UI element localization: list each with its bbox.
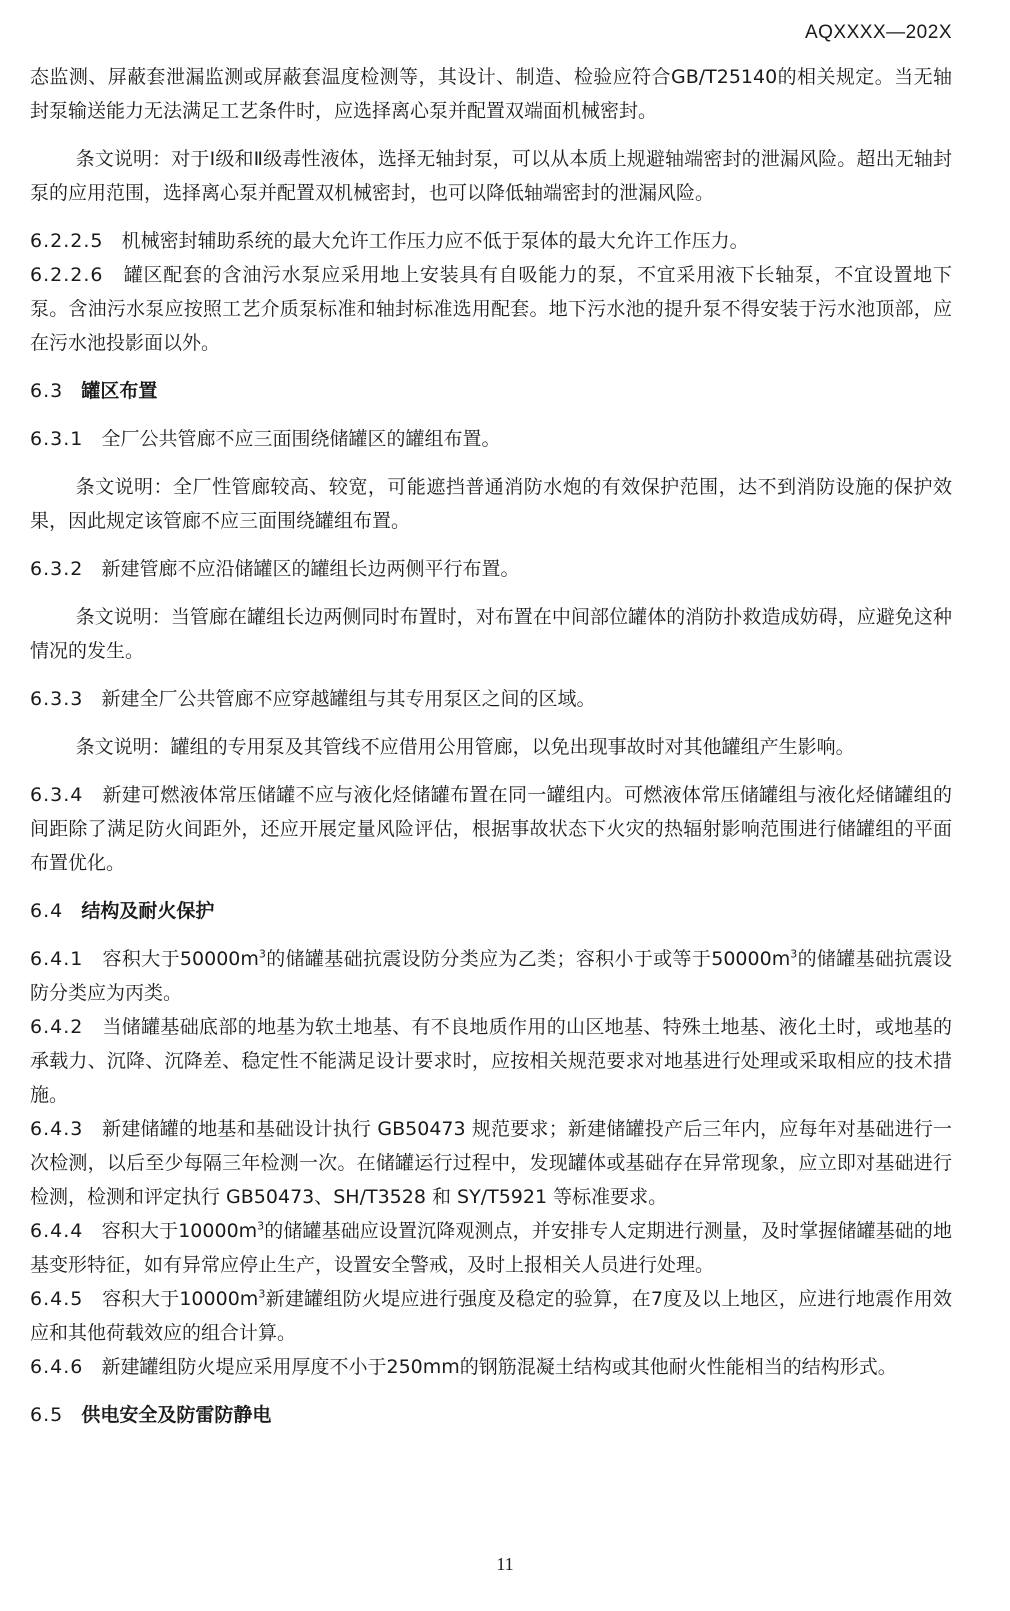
clause-text: 的储罐基础抗震设防分类应为丙类。 (30, 948, 953, 1004)
section-heading-6-4 (30, 894, 952, 928)
clause-6-3-2 (30, 552, 952, 586)
superscript: 3 (258, 1287, 266, 1301)
clause-explanation: 条文说明：全厂性管廊较高、较宽，可能遮挡普通消防水炮的有效保护范围，达不到消防设施的保护效果，因此规定该管廊不应三面围绕罐组布置。 (30, 476, 952, 532)
page-number: 11 (496, 1554, 514, 1574)
clause-number: 6.3.4 (30, 784, 84, 806)
clause-text: 新建罐组防火堤应采用厚度不小于250mm的钢筋混凝土结构或其他耐火性能相当的结构形式。 (101, 1356, 897, 1378)
clause-text: 当储罐基础底部的地基为软土地基、有不良地质作用的山区地基、特殊土地基、液化土时，或地基的承载力、沉降、沉降差、稳定性不能满足设计要求时，应按相关规范要求对地基进行处理或采取相应的技术措施。 (30, 1016, 952, 1106)
clause-number: 6.4.4 (30, 1220, 84, 1242)
clause-number: 6.3.3 (30, 688, 84, 710)
section-number: 6.5 (30, 1404, 64, 1426)
clause-text: 的储罐基础抗震设防分类应为乙类；容积小于或等于50000m (265, 948, 791, 970)
clause-text: 新建储罐的地基和基础设计执行 GB50473 规范要求；新建储罐投产后三年内，应每年对基础进行一次检测，以后至少每隔三年检测一次。在储罐运行过程中，发现罐体或基础存在异常现象，应立即对基础进行检测，检测和评定执行 GB50473、SH/T3528 和 SY/T5921 等标准要求。 (30, 1118, 952, 1208)
superscript: 3 (790, 947, 798, 961)
superscript: 3 (258, 947, 266, 961)
clause-number: 6.2.2.6 (30, 264, 104, 286)
clause-text: 机械密封辅助系统的最大允许工作压力应不低于泵体的最大允许工作压力。 (121, 230, 749, 252)
clause-6-4-2 (30, 1010, 952, 1112)
clause-text: 的储罐基础应设置沉降观测点，并安排专人定期进行测量，及时掌握储罐基础的地基变形特征，如有异常应停止生产，设置安全警戒，及时上报相关人员进行处理。 (30, 1220, 952, 1276)
clause-explanation: 条文说明：罐组的专用泵及其管线不应借用公用管廊，以免出现事故时对其他罐组产生影响。 (75, 736, 855, 758)
paragraph-continued: 态监测、屏蔽套泄漏监测或屏蔽套温度检测等，其设计、制造、检验应符合GB/T25140的相关规定。当无轴封泵输送能力无法满足工艺条件时，应选择离心泵并配置双端面机械密封。 (30, 66, 952, 122)
clause-6-3-4 (30, 778, 952, 880)
clause-text: 容积大于10000m (101, 1220, 258, 1242)
clause-text: 容积大于10000m (102, 1288, 259, 1310)
clause-6-2-2-5 (30, 224, 952, 258)
clause-text: 新建管廊不应沿储罐区的罐组长边两侧平行布置。 (101, 558, 520, 580)
clause-text: 罐区配套的含油污水泵应采用地上安装具有自吸能力的泵，不宜采用液下长轴泵，不宜设置地下泵。含油污水泵应按照工艺介质泵标准和轴封标准选用配套。地下污水池的提升泵不得安装于污水池顶部，应在污水池投影面以外。 (30, 264, 952, 354)
clause-number: 6.2.2.5 (30, 230, 104, 252)
clause-number: 6.4.6 (30, 1356, 84, 1378)
clause-text: 新建罐组防火堤应进行强度及稳定的验算，在7度及以上地区，应进行地震作用效应和其他荷载效应的组合计算。 (30, 1288, 953, 1344)
clause-number: 6.4.2 (30, 1016, 84, 1038)
clause-6-3-1 (30, 422, 952, 456)
clause-6-2-2-6 (30, 258, 952, 360)
clause-explanation: 条文说明：当管廊在罐组长边两侧同时布置时，对布置在中间部位罐体的消防扑救造成妨碍，应避免这种情况的发生。 (30, 606, 952, 662)
section-title: 罐区布置 (81, 380, 158, 402)
clause-6-4-1 (30, 942, 952, 1010)
section-heading-6-3 (30, 374, 952, 408)
clause-number: 6.4.3 (30, 1118, 84, 1140)
clause-6-4-5 (30, 1282, 952, 1350)
clause-6-4-6 (30, 1350, 952, 1384)
document-code: AQXXXX—202X (804, 22, 952, 43)
section-heading-6-5 (30, 1398, 952, 1432)
clause-number: 6.3.2 (30, 558, 84, 580)
section-title: 供电安全及防雷防静电 (81, 1404, 272, 1426)
clause-6-4-3 (30, 1112, 952, 1214)
clause-text: 容积大于50000m (102, 948, 259, 970)
clause-number: 6.4.1 (30, 948, 84, 970)
clause-text: 新建全厂公共管廊不应穿越罐组与其专用泵区之间的区域。 (101, 688, 596, 710)
superscript: 3 (257, 1219, 265, 1233)
clause-explanation: 条文说明：对于Ⅰ级和Ⅱ级毒性液体，选择无轴封泵，可以从本质上规避轴端密封的泄漏风险。超出无轴封泵的应用范围，选择离心泵并配置双机械密封，也可以降低轴端密封的泄漏风险。 (30, 148, 952, 204)
clause-6-4-4 (30, 1214, 952, 1282)
section-number: 6.4 (30, 900, 64, 922)
document-body (30, 60, 952, 1432)
clause-6-3-3 (30, 682, 952, 716)
section-title: 结构及耐火保护 (81, 900, 215, 922)
clause-text: 全厂公共管廊不应三面围绕储罐区的罐组布置。 (101, 428, 501, 450)
section-number: 6.3 (30, 380, 64, 402)
clause-number: 6.3.1 (30, 428, 84, 450)
clause-text: 新建可燃液体常压储罐不应与液化烃储罐布置在同一罐组内。可燃液体常压储罐组与液化烃储罐组的间距除了满足防火间距外，还应开展定量风险评估，根据事故状态下火灾的热辐射影响范围进行储罐组的平面布置优化。 (30, 784, 952, 874)
clause-number: 6.4.5 (30, 1288, 84, 1310)
